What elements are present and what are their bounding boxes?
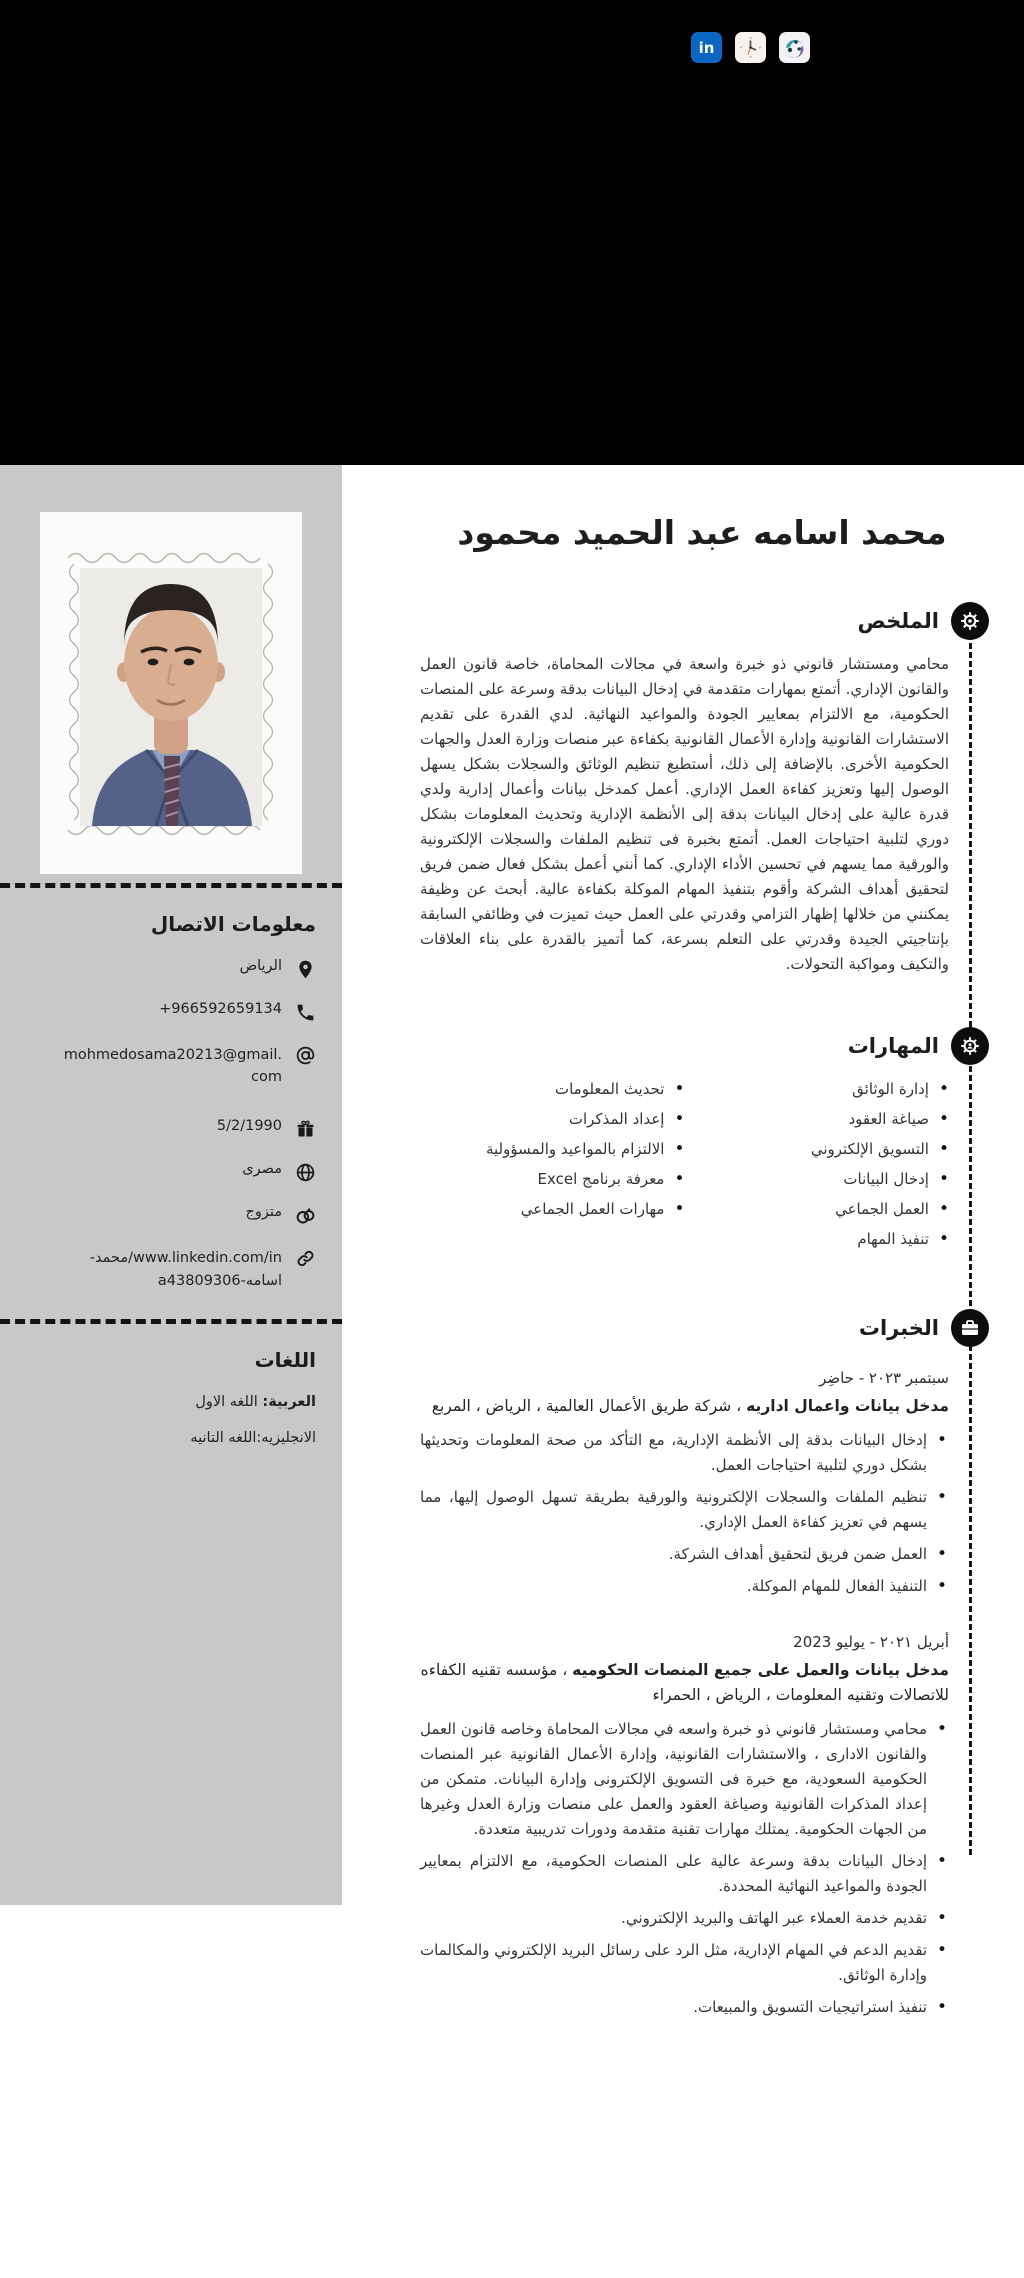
profile-photo [40,512,302,874]
nationality-value: مصرى [242,1161,282,1177]
linkedin-app-icon[interactable] [691,32,722,63]
job-entry [420,1633,949,2020]
link-icon [295,1248,316,1269]
community-logo-icon [781,34,808,61]
language-row [18,1394,316,1410]
skills-section-header [342,1027,989,1065]
resume-page [0,465,1024,2016]
resume-main-column [342,465,1024,2016]
phone-icon [295,1002,316,1023]
globe-icon [295,1162,316,1183]
job-bullet: • تنظيم الملفات والسجلات الإلكترونية والورقية بطريقة تسهل الوصول إليها، مما يسهم في تعزيز كفاءة العمل الإداري. [420,1485,949,1535]
skill-item: • التسويق الإلكتروني [685,1139,950,1159]
skills-lists [420,1079,949,1259]
job-title [420,1658,949,1708]
community-app-icon[interactable] [779,32,810,63]
birthday-value: 5/2/1990 [216,1118,282,1134]
briefcase-icon [951,1309,989,1347]
summary-section-title: الملخص [857,609,939,633]
language-value: اللغه الاول [195,1394,263,1410]
experience-section-header [342,1309,989,1347]
job-bullet: • تقديم خدمة العملاء عبر الهاتف والبريد الإلكتروني. [420,1906,949,1931]
phone-value: +966592659134 [159,1001,282,1017]
job-bullet: • إدخال البيانات بدقة إلى الأنظمة الإدارية، مع التأكد من صحة المعلومات وتحديثها بشكل دوري لتلبية احتياجات العمل. [420,1428,949,1478]
skill-item: • معرفة برنامج Excel [420,1169,685,1189]
job-bullet-list [420,1717,949,2020]
language-value: اللغه التانيه [190,1430,257,1446]
language-label: العربية: [262,1394,316,1410]
job-role: مدخل بيانات واعمال اداريه [746,1397,949,1415]
skill-item: • تحديث المعلومات [420,1079,685,1099]
skill-item: • العمل الجماعي [685,1199,950,1219]
skill-item: • صياغة العقود [685,1109,950,1129]
contact-marital-row [18,1204,316,1226]
languages-section [0,1324,342,1446]
skill-item: • الالتزام بالمواعيد والمسؤولية [420,1139,685,1159]
job-bullet: • تقديم الدعم في المهام الإدارية، مثل الرد على رسائل البريد الإلكتروني والمكالمات وإدارة الوثائق. [420,1938,949,1988]
contact-birthday-row [18,1118,316,1140]
language-label: الانجليزيه: [256,1430,316,1446]
rings-icon [295,1205,316,1226]
job-bullet: • إدخال البيانات بدقة وسرعة عالية على المنصات الحكومية، مع الالتزام بمعايير الجودة والمواعيد النهائية المحددة. [420,1849,949,1899]
clock-face-icon [737,34,764,61]
job-role: مدخل بيانات والعمل على جميع المنصات الحكوميه [572,1661,949,1679]
contact-email-row [18,1044,316,1088]
skill-item: • إدارة الوثائق [685,1079,950,1099]
skill-item: • مهارات العمل الجماعي [420,1199,685,1219]
job-bullet: • العمل ضمن فريق لتحقيق أهداف الشركة. [420,1542,949,1567]
job-company: ، شركة طريق الأعمال العالمية ، الرياض ، المربع [431,1397,747,1415]
job-entry [420,1369,949,1599]
app-icon-row [691,32,810,63]
linkedin-logo-text: in [698,38,715,57]
job-bullet: • التنفيذ الفعال للمهام الموكلة. [420,1574,949,1599]
skill-item: • إعداد المذكرات [420,1109,685,1129]
email-value: mohmedosama20213@gmail.com [63,1047,282,1085]
job-company: ، مؤسسه تقنيه الكفاءه للاتصالات وتقنيه المعلومات ، الرياض ، الحمراء [420,1661,949,1704]
birthday-gift-icon [295,1119,316,1140]
contact-location-row [18,958,316,980]
skill-item: • تنفيذ المهام [685,1229,950,1249]
job-title [420,1394,949,1419]
gear-person-icon [951,1027,989,1065]
timeline-dashed-line [969,625,972,1855]
experience-section-title: الخبرات [858,1316,939,1340]
job-bullet: • تنفيذ استراتيجيات التسويق والمبيعات. [420,1995,949,2020]
contact-phone-row [18,1001,316,1023]
contact-nationality-row [18,1161,316,1183]
contact-section [0,888,342,1293]
job-bullet-list [420,1428,949,1599]
marital-status-value: متزوج [245,1204,282,1220]
location-pin-icon [295,959,316,980]
job-bullet: • محامي ومستشار قانوني ذو خبرة واسعه في مجالات المحاماة وخاصه قانون العمل والقانون الادارى ، والاستشارات القانونية، وإدارة الأعمال القانونية عبر المنصات الحكومية السعودية، مع خبرة فى التسويق الإلكترونى وإدارة البيانات. متمكن من إعداد المذكرات القانونية وصياغة العقود والعمل على منصات وزارة العدل وغيرها من الجهات الحكومية. يمتلك مهارات تقنية متقدمة ودورات تدريبية متعددة. [420,1717,949,1842]
clock-app-icon[interactable] [735,32,766,63]
skills-section-title: المهارات [847,1034,939,1058]
gear-icon [951,602,989,640]
job-date: أبريل ٢٠٢١ - يوليو 2023 [793,1633,949,1651]
contact-section-title: معلومات الاتصال [150,912,316,936]
summary-section-header [342,602,989,640]
language-row [18,1430,316,1446]
summary-paragraph: محامي ومستشار قانوني ذو خبرة واسعة في مجالات المحاماة، خاصة قانون العمل والقانون الإداري. أتمتع بمهارات متقدمة في إدخال البيانات بدقة وسرعة على المنصات الحكومية، مع الالتزام بمعايير الجودة والمواعيد النهائية. لدي القدرة على تقديم الاستشارات القانونية وإدارة الأعمال القانونية بكفاءة عبر منصات وزارة العدل والجهات الحكومية الأخرى. بالإضافة إلى ذلك، أستطيع تنظيم الوثائق والسجلات بشكل يسهل الوصول إليها وتعزيز كفاءة العمل الإداري. أعمل كمدخل بيانات وأعمال إدارية ولدي قدرة عالية على إدخال البيانات بدقة إلى الأنظمة الإدارية وتحديث المعلومات بشكل دوري لتلبية احتياجات العمل. أتمتع بخبرة فى تنظيم الملفات والسجلات الإلكترونية والورقية مما يسهم في تحسين الأداء الإداري. كما أنني أعمل بشكل فعال ضمن فريق لتحقيق أهداف الشركة وأقوم بتنفيذ المهام الموكلة بكفاءة عالية. أبحث عن وظيفة يمكنني من خلالها إظهار التزامي وقدرتي على العمل حيث تميزت في وظائفي السابقة بإنتاجيتي الجيدة وقدرتي على التعلم بسرعة، كما أتميز بالقدرة على بناء العلاقات والتكيف ومواكبة التحولات. [420,655,949,973]
top-black-band [0,0,1024,465]
skill-item: • إدخال البيانات [685,1169,950,1189]
resume-sidebar [0,465,342,1905]
skills-column-right [685,1079,950,1259]
candidate-name: محمد اسامه عبد الحميد محمود [457,513,947,552]
at-sign-icon [295,1045,316,1066]
contact-linkedin-row [18,1247,316,1293]
languages-section-title: اللغات [254,1348,316,1372]
linkedin-url-value: www.linkedin.com/in/محمد-اسامه-a43809306 [89,1250,282,1289]
location-value: الرياض [239,958,282,974]
skills-column-left [420,1079,685,1259]
job-date: سبتمبر ٢٠٢٣ - حاضِر [819,1369,949,1387]
